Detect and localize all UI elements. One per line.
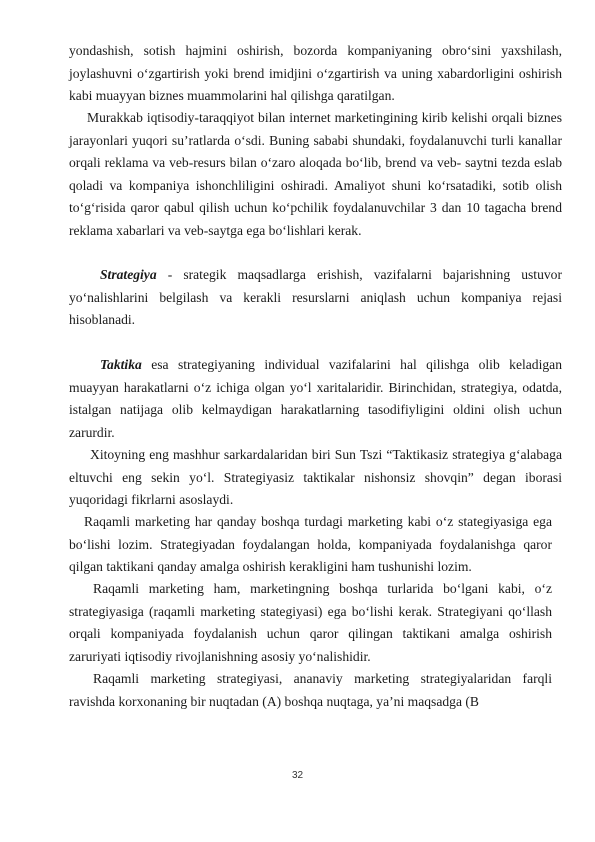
term-strategiya: Strategiya: [100, 267, 157, 282]
paragraph-strategy-difference: Raqamli marketing strategiyasi, ananaviy marketing strategiyalaridan farqli ravishda korxonaning bir nuqtadan (A) boshqa nuqtaga, ya’ni maqsadga (B: [69, 671, 552, 709]
paragraph-1: yondashish, sotish hajmini oshirish, bozorda kompaniyaning obro‘sini yaxshilash, joylashuvni o‘zgartirish yoki brend imidjini o‘zgartirish va uning xabardorligini oshirish kabi muayyan biznes muammolarini hal qilishga qaratilgan.: [69, 43, 562, 103]
paragraph-strategiya: [69, 264, 562, 332]
page-number: 32: [291, 770, 304, 781]
strategiya-definition: - srategik maqsadlarga erishish, vazifalarni bajarishning ustuvor yo‘nalishlarini belgilash va kerakli resurslarni aniqlash uchun kompaniya rejasi hisoblanadi.: [69, 267, 562, 327]
paragraph-2: Murakkab iqtisodiy-taraqqiyot bilan internet marketingining kirib kelishi orqali biznes jarayonlari yuqori su’ratlarda o‘sdi. Buning sababi shundaki, foydalanuvchi turli kanallar orqali reklama va veb-resurs bilan o‘zaro aloqada bo‘lib, brend va veb- saytni tezda eslab qoladi va kompaniya ishonchliligini oshiradi. Amaliyot shuni ko‘rsatadiki, sotib olish to‘g‘risida qaror qabul qilish uchun ko‘pchilik foydalanuvchilar 3 dan 10 tagacha brend reklama xabarlari va veb-saytga ega bo‘lishlari kerak.: [69, 110, 562, 238]
paragraph-digital-marketing-strategy: Raqamli marketing har qanday boshqa turdagi marketing kabi o‘z stategiyasiga ega bo‘lishi lozim. Strategiyadan foydalangan holda, kompaniyada foydalanishga qaror qilgan taktikani qanday amalga oshirish kerakligini ham tushunishi lozim.: [69, 514, 552, 574]
paragraph-taktika: [69, 354, 562, 444]
paragraph-sun-tszi-quote: Xitoyning eng mashhur sarkardalaridan biri Sun Tszi “Taktikasiz strategiya g‘alabaga eltuvchi eng sekin yo‘l. Strategiyasiz taktikalar nishonsiz shovqin” degan iborasi yuqoridagi fikrlarni asoslaydi.: [69, 447, 562, 507]
taktika-definition: esa strategiyaning individual vazifalarini hal qilishga olib keladigan muayyan harakatlarni o‘z ichiga olgan yo‘l xaritalaridir. Birinchidan, strategiya, odatda, istalgan natijaga olib kelmaydigan harakatlarning tasodifiyligini oldini olish uchun zarurdir.: [69, 357, 562, 440]
paragraph-strategy-application: Raqamli marketing ham, marketingning boshqa turlarida bo‘lgani kabi, o‘z strategiyasiga (raqamli marketing stategiyasi) ega bo‘lishi kerak. Strategiyani qo‘llash orqali kompaniyada foydalanish uchun qaror qilingan taktikani amalga oshirish zaruriyati iqtisodiy rivojlanishning asosiy yo‘nalishidir.: [69, 581, 552, 664]
term-taktika: Taktika: [100, 357, 142, 372]
